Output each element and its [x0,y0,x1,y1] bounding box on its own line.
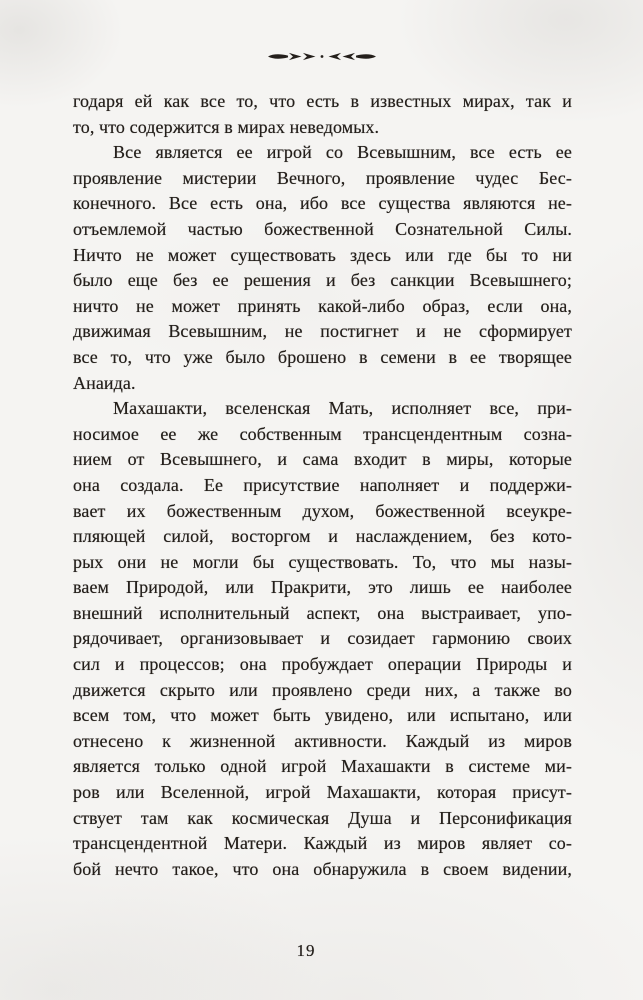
text-line: движется скрыто или проявлено среди них, а также во [73,679,572,700]
text-line: годаря ей как все то, что есть в известных мирах, так и [73,91,572,111]
page-number: 19 [296,941,316,960]
text-line: отнесено к жизненной активности. Каждый из миров [73,730,572,751]
text-line: ствует там как космическая Душа и Персонификация [73,807,572,828]
text-line: сил и процессов; она пробуждает операции Природы и [73,654,572,675]
chapter-divider [0,50,643,63]
text-line: трансцендентной Матери. Каждый из миров являет со- [73,833,572,854]
text-line: проявление мистерии Вечного, проявление чудес Бес- [73,167,572,188]
body-text [73,89,572,882]
text-line: все то, что уже было брошено в семени в ее творящее [73,346,572,367]
text-line: пляющей силой, восторгом и наслаждением, без кото- [73,526,572,547]
text-line: Ничто не может существовать здесь или где бы то ни [73,244,572,265]
text-line: отъемлемой частью божественной Сознательной Силы. [73,218,572,239]
text-line: ваем Природой, или Пракрити, это лишь ее наиболее [73,577,572,598]
text-line: нием от Всевышнего, и сама входит в миры, которые [73,449,572,470]
arrows-ornament-icon [268,50,376,63]
text-line: конечного. Все есть она, ибо все существа являются не- [73,193,572,214]
text-line: ничто не может принять какой-либо образ, если она, [73,295,572,316]
text-line: является только одной игрой Махашакти в системе ми- [73,756,572,777]
text-line: Махашакти, вселенская Мать, исполняет все, при- [113,398,572,419]
text-line: всем том, что может быть увидено, или испытано, или [73,705,572,726]
text-line: внешний исполнительный аспект, она выстраивает, упо- [73,602,572,623]
text-line: ров или Вселенной, игрой Махашакти, которая присут- [73,782,572,803]
text-line: она создала. Ее присутствие наполняет и поддержи- [73,474,572,495]
text-line: Все является ее игрой со Всевышним, все есть ее [113,142,572,163]
text-line: то, что содержится в мирах неведомых. [73,116,380,137]
text-line: рых они не могли бы существовать. То, что мы назы- [73,551,572,572]
text-line: бой нечто такое, что она обнаружила в своем видении, [73,858,572,879]
text-line: было еще без ее решения и без санкции Всевышнего; [73,270,572,291]
text-line: Анаида. [73,372,136,393]
text-line: движимая Всевышним, не постигнет и не сформирует [73,321,572,342]
text-line: вает их божественным духом, божественной всеукре- [73,500,572,521]
text-line: рядочивает, организовывает и созидает гармонию своих [73,628,572,649]
text-line: носимое ее же собственным трансцендентным созна- [73,423,572,444]
